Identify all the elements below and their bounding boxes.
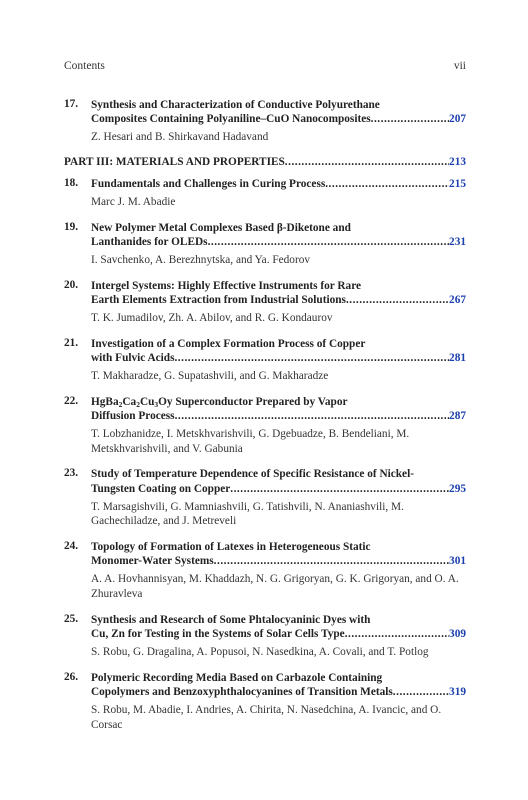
toc-entry[interactable] [64,467,466,529]
chapter-number: 23. [64,467,79,480]
toc-entry[interactable] [64,395,466,457]
page-number-link[interactable]: 295 [449,482,466,495]
chapter-title-text: Fundamentals and Challenges in Curing Process [91,178,326,190]
page-number-link[interactable]: 301 [449,555,466,568]
chapter-title-text: Tungsten Coating on Copper [91,482,231,495]
chapter-title-line: Polymeric Recording Media Based on Carbazole Containing [91,671,383,684]
chapter-body [91,613,466,660]
page-number-link[interactable]: 267 [449,294,466,306]
chapter-number: 25. [64,612,79,625]
chapter-number: 17. [64,98,79,110]
chapter-title-line [91,482,466,496]
table-of-contents [64,98,466,743]
chapter-title-line: Intergel Systems: Highly Effective Instruments for Rare [91,279,362,292]
header-section-title: Contents [64,60,105,72]
chapter-authors: Marc J. M. Abadie [91,196,176,209]
chapter-body [91,337,466,384]
dot-leader [214,554,449,568]
chapter-authors: S. Robu, M. Abadie, I. Andries, A. Chirita, N. Nasedchina, A. Ivancic, and O. Corsac [91,703,442,731]
chapter-number: 22. [64,394,79,407]
page-number-link[interactable]: 319 [449,685,466,698]
chapter-authors: A. A. Hovhannisyan, M. Khaddazh, N. G. Grigoryan, G. K. Grigoryan, and O. A. Zhuravleva [91,573,459,600]
page-number-link[interactable]: 287 [449,410,466,422]
dot-leader [393,685,449,699]
chapter-title-text: with Fulvic Acids [91,352,175,364]
chapter-authors: T. Makharadze, G. Supatashvili, and G. Makharadze [91,370,329,383]
chapter-title-line [91,554,466,568]
toc-entry[interactable] [64,279,466,326]
chapter-title [91,395,466,423]
chapter-title-text: Lanthanides for OLEDs [91,236,208,248]
chapter-body [91,467,466,529]
chapter-title-line [91,112,466,126]
chapter-authors: T. K. Jumadilov, Zh. A. Abilov, and R. G. Kondaurov [91,312,333,325]
chapter-number: 21. [64,336,79,349]
part-heading[interactable] [64,156,466,168]
chapter-title [91,177,466,191]
chapter-title [91,337,466,365]
chapter-body [91,221,466,268]
toc-entry[interactable] [64,98,466,145]
chapter-title-line [91,409,466,423]
page-number-link[interactable]: 213 [449,156,466,168]
part-title: PART III: MATERIALS AND PROPERTIES [64,156,285,168]
toc-entry[interactable] [64,177,466,210]
chapter-title [91,613,466,641]
chapter-body [91,395,466,457]
chapter-authors: T. Marsagishvili, G. Mamniashvili, G. Tatishvili, N. Ananiashvili, M. Gachechiladze, and J. Metreveli [91,500,404,528]
chapter-title-line: Study of Temperature Dependence of Specific Resistance of Nickel- [91,468,414,481]
chapter-number: 18. [64,177,79,189]
chapter-number: 24. [64,539,79,552]
chapter-body [91,671,466,733]
chapter-body [91,279,466,326]
chapter-body [91,540,466,602]
chapter-title [91,467,466,495]
chapter-title-text: Earth Elements Extraction from Industrial Solutions [91,294,346,306]
chapter-title-line [91,235,466,249]
chapter-title-line: Topology of Formation of Latexes in Heterogeneous Static [91,540,371,553]
page-number-link[interactable]: 215 [449,178,466,190]
chapter-title [91,98,466,126]
toc-entry[interactable] [64,540,466,602]
chapter-authors: Z. Hesari and B. Shirkavand Hadavand [91,131,269,144]
chapter-title-line: Synthesis and Characterization of Conductive Polyurethane [91,99,380,111]
chapter-title [91,279,466,307]
chapter-number: 20. [64,278,79,291]
page-number-link[interactable]: 207 [449,113,466,126]
chapter-title-line [91,177,466,191]
chapter-body [91,177,466,210]
chapter-title [91,221,466,249]
chapter-title-line [91,685,466,699]
chapter-title-line [91,293,466,307]
chapter-title-line: $HgBa_2Ca_2Cu_3Oy$ Superconductor Prepared by Vapor [91,395,348,409]
toc-entry[interactable] [64,613,466,660]
chapter-title-text: Copolymers and Benzoxyphthalocyanines of Transition Metals [91,685,393,698]
toc-entry[interactable] [64,671,466,733]
dot-leader [208,235,449,249]
chapter-authors: T. Lobzhanidze, I. Metskhvarishvili, G. Dgebuadze, B. Bendeliani, M. Metskhvarishvili, and V. Gabunia [91,428,410,455]
chapter-title-line: New Polymer Metal Complexes Based β-Diketone and [91,221,351,234]
dot-leader [371,112,449,126]
dot-leader [230,482,449,496]
dot-leader [325,177,449,191]
toc-entry[interactable] [64,221,466,268]
chapter-title-text: Monomer-Water Systems [91,555,214,568]
chapter-authors: I. Savchenko, A. Berezhnytska, and Ya. Fedorov [91,254,310,267]
dot-leader [285,156,449,168]
chapter-title [91,671,466,699]
dot-leader [346,293,449,307]
toc-entry[interactable] [64,337,466,384]
dot-leader [174,351,449,365]
chapter-title [91,540,466,568]
dot-leader [345,627,449,641]
page-number-link[interactable]: 231 [449,236,466,248]
chapter-title-line [91,627,466,641]
chapter-title-text: Diffusion Process [91,410,175,422]
chapter-title-text: Cu, Zn for Testing in the Systems of Solar Cells Type [91,627,345,640]
chapter-body [91,98,466,145]
dot-leader [175,409,449,423]
chapter-number: 19. [64,220,79,233]
chapter-number: 26. [64,670,79,683]
chapter-title-line: Investigation of a Complex Formation Process of Copper [91,337,366,350]
chapter-title-line: Synthesis and Research of Some Phtalocyaninic Dyes with [91,613,371,626]
chapter-title-line [91,351,466,365]
chapter-authors: S. Robu, G. Dragalina, A. Popusoi, N. Nasedkina, A. Covali, and T. Potlog [91,645,429,658]
page-number-link[interactable]: 309 [449,627,466,640]
header-page-number: vii [453,60,466,72]
chapter-title-text: Composites Containing Polyaniline–CuO Nanocomposites [91,113,371,126]
page-number-link[interactable]: 281 [449,352,466,364]
